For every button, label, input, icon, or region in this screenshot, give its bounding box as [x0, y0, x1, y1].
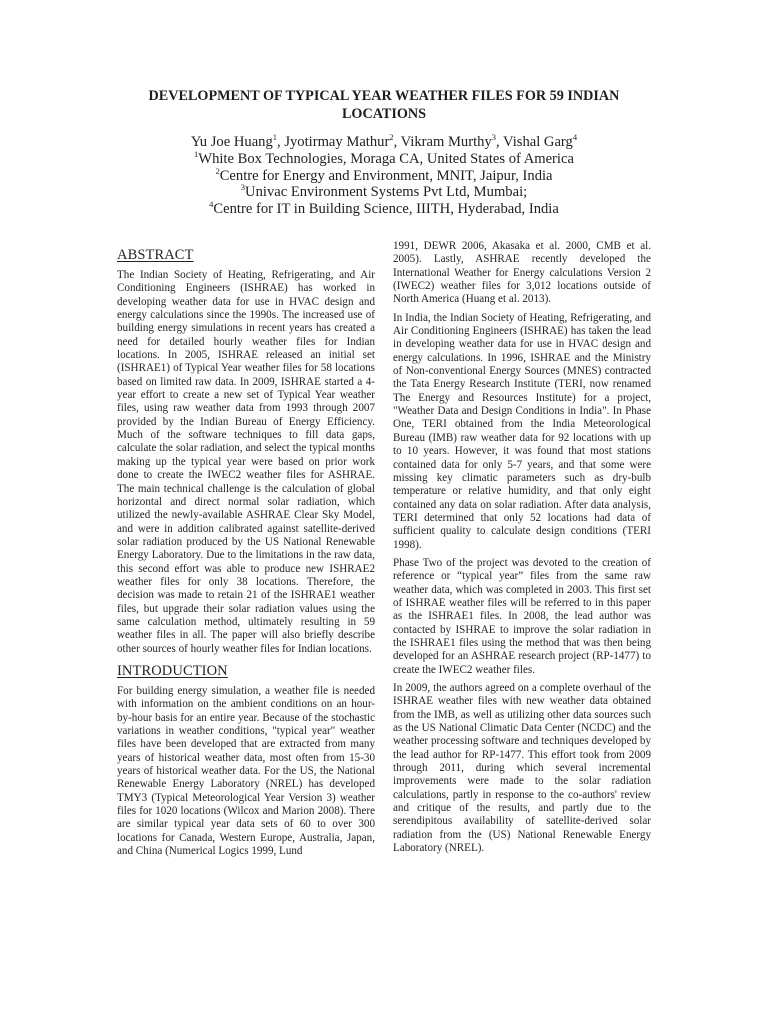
author-separator: ,	[277, 134, 285, 150]
affiliation-line	[110, 148, 658, 168]
affiliation-text: Centre for IT in Building Science, IIITH, Hyderabad, India	[213, 201, 559, 218]
author-affiliation-number: 4	[572, 132, 578, 143]
author-name: Jyotirmay Mathur	[284, 134, 390, 150]
affiliation-number: 2	[215, 165, 220, 176]
introduction-heading: INTRODUCTION	[117, 662, 228, 679]
author-affiliation-number: 2	[389, 132, 394, 143]
author-separator: ,	[496, 134, 504, 150]
author-list	[110, 134, 658, 151]
body-paragraph: Phase Two of the project was devoted to the creation of reference or “typical year” files from the same raw weather data, which was completed in 2003. This first set of ISHRAE weather files will be referred to in this paper as the ISHRAE1 files. In 2008, the lead author was contacted by ISHRAE to improve the solar radiation in the ISHRAE1 files using the method that was then being developed for an ASHRAE research project (RP-1477) to create the IWEC2 weather files.	[393, 556, 651, 676]
body-paragraph: 1991, DEWR 2006, Akasaka et al. 2000, CMB et al. 2005). Lastly, ASHRAE recently developed the International Weather for Energy calculations Version 2 (IWEC2) weather files for 3,012 locations outside of North America (Huang et al. 2013).	[393, 240, 651, 306]
affiliation-number: 4	[209, 199, 214, 210]
author-separator: ,	[393, 134, 401, 150]
author-block	[110, 134, 658, 218]
author-name: Vishal Garg	[503, 134, 573, 150]
affiliation-line	[110, 165, 658, 185]
author-affiliation-number: 3	[491, 132, 496, 143]
abstract-heading: ABSTRACT	[117, 247, 194, 263]
affiliation-text: Centre for Energy and Environment, MNIT, Jaipur, India	[219, 167, 553, 184]
author-name: Vikram Murthy	[400, 134, 492, 150]
author-affiliation-number: 1	[272, 132, 278, 143]
affiliation-text: Univac Environment Systems Pvt Ltd, Mumbai;	[245, 184, 528, 201]
right-column	[393, 240, 651, 860]
affiliation-text: White Box Technologies, Moraga CA, United States of America	[198, 150, 574, 167]
affiliation-line	[110, 201, 658, 218]
affiliation-number: 3	[240, 182, 246, 193]
body-paragraph: In 2009, the authors agreed on a complete overhaul of the ISHRAE weather files with new weather data obtained from the IMB, as well as utilizing other data sources such as the US National Climatic Data Center (NCDC) and the weather processing software and techniques developed by the lead author for RP-1477. This effort took from 2009 through 2011, during which several incremental improvements were made to the solar radiation calculations, partly in response to the co-authors' review and critique of the results, and partly due to the serendipitous availability of satellite-derived solar radiation from the (US) National Renewable Energy Laboratory (NREL).	[393, 682, 651, 855]
abstract-paragraph: The Indian Society of Heating, Refrigerating, and Air Conditioning Engineers (ISHRAE) has worked in developing weather data for use in HVAC design and energy calculations since the 1990s. The increased use of building energy simulations in recent years has created a need for detailed hourly weather files for Indian locations. In 2005, ISHRAE released an initial set (ISHRAE1) of Typical Year weather files for 58 locations based on limited raw data. In 2009, ISHRAE started a 4-year effort to create a new set of Typical Year weather files, using raw weather data from 1993 through 2007 provided by the Indian Bureau of Energy Efficiency. Much of the software techniques to fill data gaps, calculate the solar radiation, and select the typical months making up the typical year were based on prior work done to create the IWEC2 weather files for ASHRAE. The main technical challenge is the calculation of global horizontal and direct normal solar radiation, which utilized the newly-available ASHRAE Clear Sky Model, and were in addition calibrated against satellite-derived solar radiation produced by the US National Renewable Energy Laboratory. Due to the limitations in the raw data, this second effort was able to produce new ISHRAE2 weather files for only 38 locations. Therefore, the decision was made to retain 21 of the ISHRAE1 weather files, but upgrade their solar radiation values using the same calculation method, ultimately resulting in 59 weather files in all. The paper will also briefly describe other sources of hourly weather files for Indian locations.	[117, 269, 375, 655]
left-column	[117, 242, 375, 863]
paper-title: DEVELOPMENT OF TYPICAL YEAR WEATHER FILES FOR 59 INDIAN LOCATIONS	[148, 88, 620, 122]
author-name: Yu Joe Huang	[190, 134, 273, 150]
affiliation-number: 1	[194, 148, 199, 159]
introduction-paragraph: For building energy simulation, a weather file is needed with information on the ambient conditions on an hour-by-hour basis for an entire year. Because of the stochastic variations in weather conditions, "typical year" weather files have been developed that are extracted from many years of historical weather data, most often from 15-30 years of historical weather data. For the US, the National Renewable Energy Laboratory (NREL) has developed TMY3 (Typical Meteorological Year Version 3) weather files for 1020 locations (Wilcox and Marion 2008). There are similar typical year data sets of 60 to over 300 locations for Canada, Western Europe, Australia, Japan, and China (Numerical Logics 1999, Lund	[117, 684, 375, 858]
body-paragraph: In India, the Indian Society of Heating, Refrigerating, and Air Conditioning Engineers (ISHRAE) has taken the lead in developing weather data for use in HVAC design and energy calculations. In 1996, ISHRAE and the Ministry of Non-conventional Energy Sources (MNES) contracted the Tata Energy Research Institute (TERI, now renamed The Energy and Resources Institute) for a project, "Weather Data and Design Conditions in India". In Phase One, TERI obtained from the India Meteorological Bureau (IMB) raw weather data for 92 locations with up to 10 years. However, it was found that most stations contained data for only 5-7 years, and that some were missing key climatic parameters such as dry-bulb temperature or relative humidity, and that only eight contained any data on solar radiation. After data analysis, TERI determined that only 52 locations had data of sufficient quality to calculate design conditions (TERI 1998).	[393, 311, 651, 551]
affiliation-line	[110, 184, 658, 201]
